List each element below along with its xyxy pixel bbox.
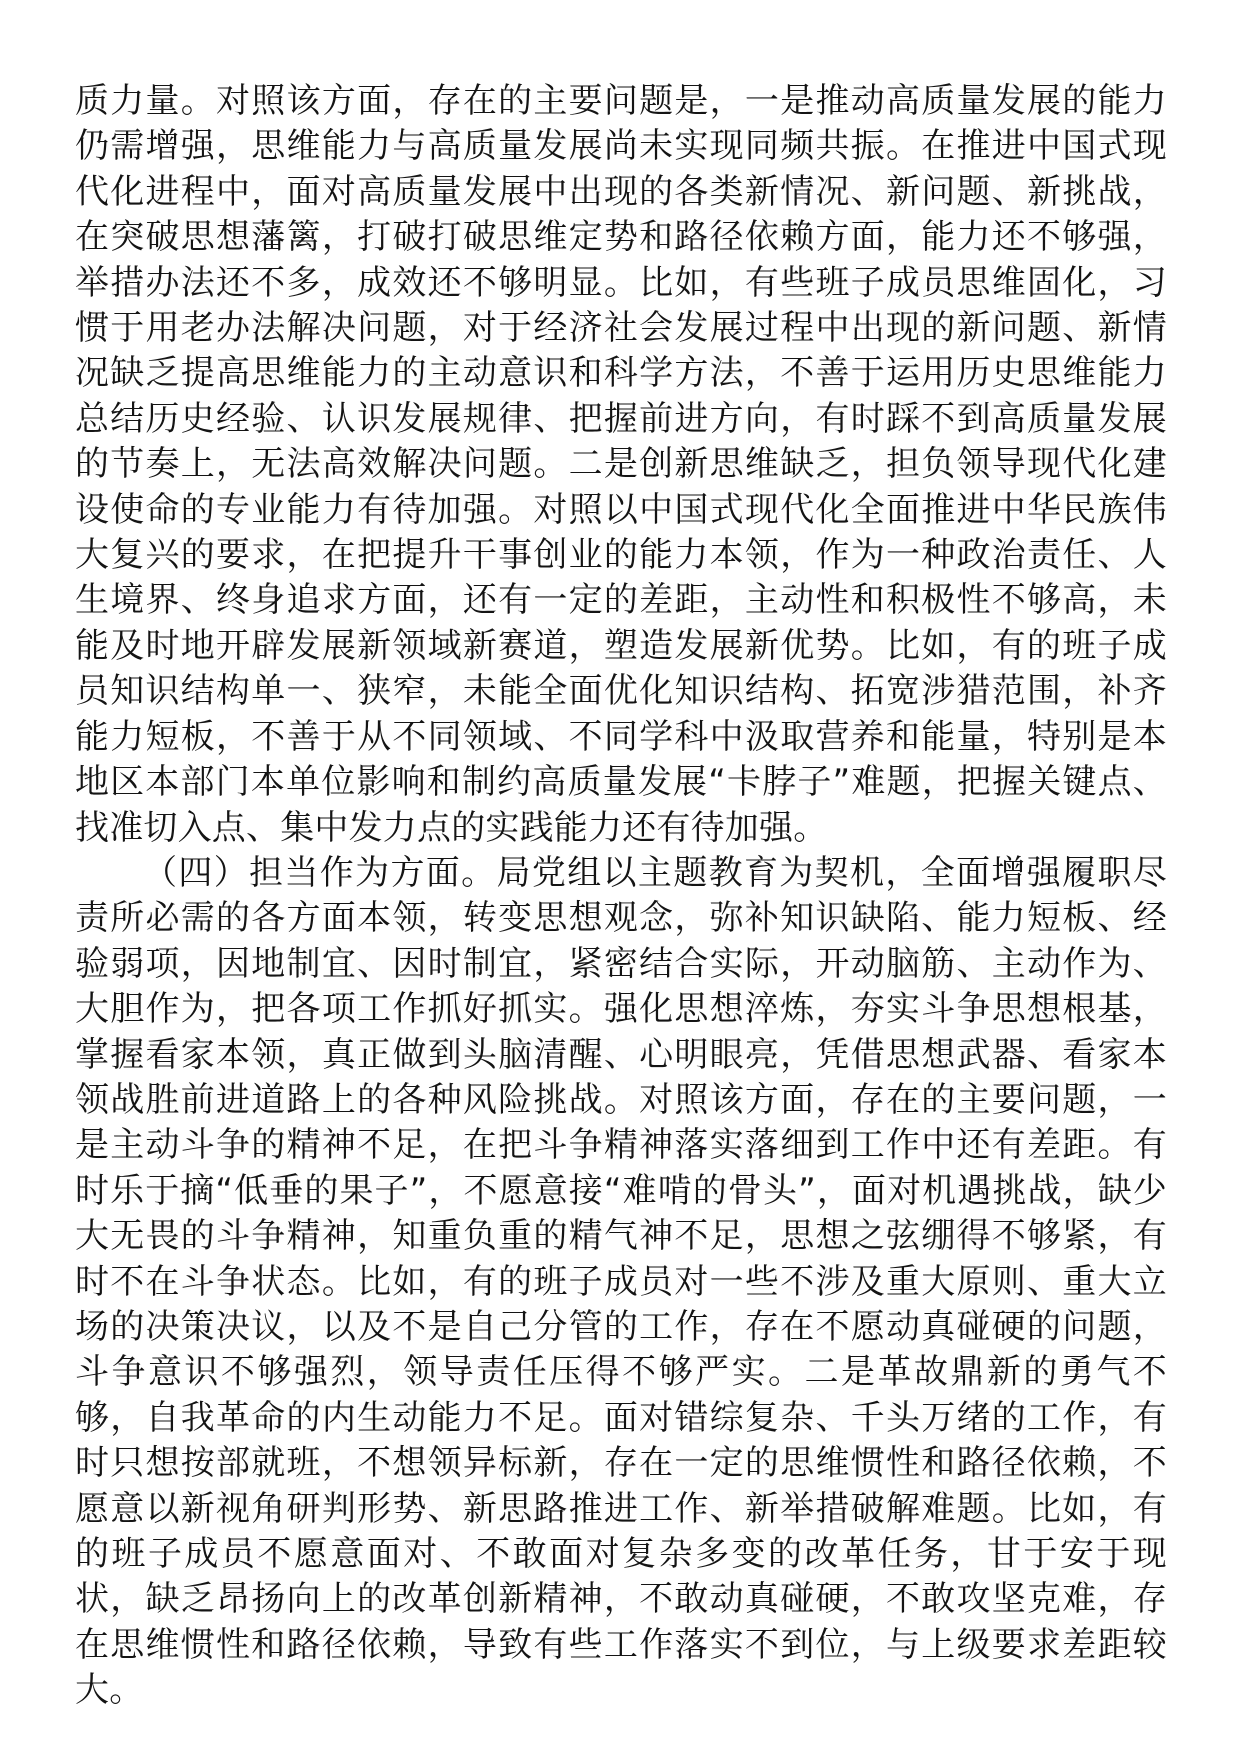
body-paragraph-2: （四）担当作为方面。局党组以主题教育为契机，全面增强履职尽责所必需的各方面本领，转变思想观念，弥补知识缺陷、能力短板、经验弱项，因地制宜、因时制宜，紧密结合实际，开动脑筋、主动作为、大胆作为，把各项工作抓好抓实。强化思想淬炼，夯实斗争思想根基，掌握看家本领，真正做到头脑清醒、心明眼亮，凭借思想武器、看家本领战胜前进道路上的各种风险挑战。对照该方面，存在的主要问题，一是主动斗争的精神不足，在把斗争精神落实落细到工作中还有差距。有时乐于摘“低垂的果子”，不愿意接“难啃的骨头”，面对机遇挑战，缺少大无畏的斗争精神，知重负重的精气神不足，思想之弦绷得不够紧，有时不在斗争状态。比如，有的班子成员对一些不涉及重大原则、重大立场的决策决议，以及不是自己分管的工作，存在不愿动真碰硬的问题，斗争意识不够强烈，领导责任压得不够严实。二是革故鼎新的勇气不够，自我革命的内生动能力不足。面对错综复杂、千头万绪的工作，有时只想按部就班，不想领异标新，存在一定的思维惯性和路径依赖，不愿意以新视角研判形势、新思路推进工作、新举措破解难题。比如，有的班子成员不愿意面对、不敢面对复杂多变的改革任务，甘于安于现状，缺乏昂扬向上的改革创新精神，不敢动真碰硬，不敢攻坚克难，存在思维惯性和路径依赖，导致有些工作落实不到位，与上级要求差距较大。 (75, 852, 1167, 1711)
body-paragraph-1: 质力量。对照该方面，存在的主要问题是，一是推动高质量发展的能力仍需增强，思维能力与高质量发展尚未实现同频共振。在推进中国式现代化进程中，面对高质量发展中出现的各类新情况、新问题、新挑战，在突破思想藩篱，打破打破思维定势和路径依赖方面，能力还不够强，举措办法还不多，成效还不够明显。比如，有些班子成员思维固化，习惯于用老办法解决问题，对于经济社会发展过程中出现的新问题、新情况缺乏提高思维能力的主动意识和科学方法，不善于运用历史思维能力总结历史经验、认识发展规律、把握前进方向，有时踩不到高质量发展的节奏上，无法高效解决问题。二是创新思维缺乏，担负领导现代化建设使命的专业能力有待加强。对照以中国式现代化全面推进中华民族伟大复兴的要求，在把提升干事创业的能力本领，作为一种政治责任、人生境界、终身追求方面，还有一定的差距，主动性和积极性不够高，未能及时地开辟发展新领域新赛道，塑造发展新优势。比如，有的班子成员知识结构单一、狭窄，未能全面优化知识结构、拓宽涉猎范围，补齐能力短板，不善于从不同领域、不同学科中汲取营养和能量，特别是本地区本部门本单位影响和制约高质量发展“卡脖子”难题，把握关键点、找准切入点、集中发力点的实践能力还有待加强。 (75, 81, 1167, 848)
document-page (75, 79, 1167, 1714)
